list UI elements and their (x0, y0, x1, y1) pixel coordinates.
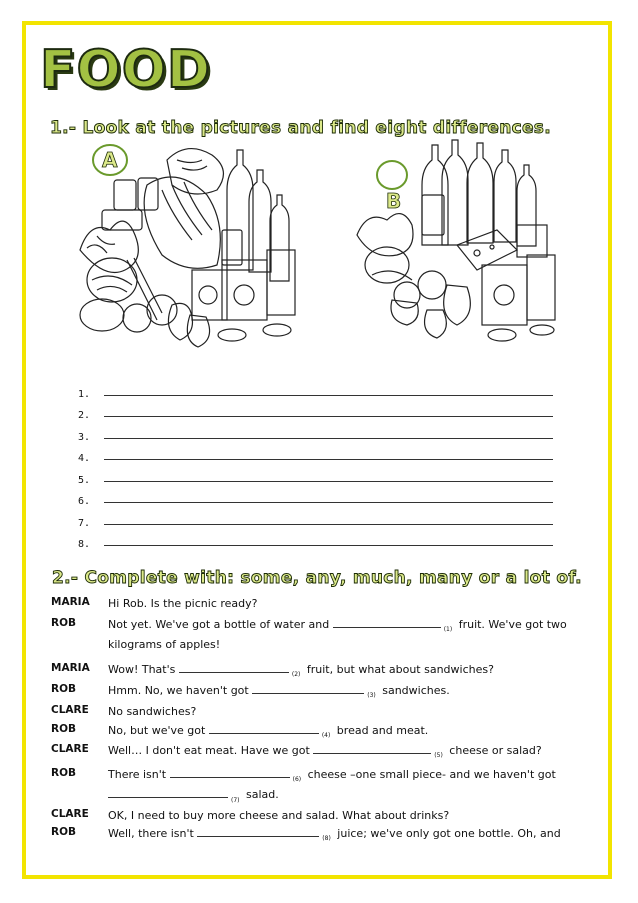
item-number: 2. (78, 410, 91, 421)
item-number: 4. (78, 453, 91, 464)
item-number: 3. (78, 431, 91, 443)
answer-row[interactable] (78, 443, 553, 465)
blank-number: (7) (231, 796, 240, 804)
blank-number: (4) (321, 732, 331, 740)
text-segment: sandwiches. (378, 684, 450, 697)
dialogue-line (51, 683, 591, 704)
dialogue-text (108, 743, 591, 763)
text-segment: bread and meat. (333, 724, 429, 737)
speaker-name: ROB (51, 617, 77, 629)
answer-row[interactable] (78, 464, 553, 486)
picture-b (352, 135, 567, 355)
dialogue-text (108, 723, 591, 743)
dialogue-text (108, 617, 591, 652)
answer-blank[interactable] (313, 743, 431, 754)
text-segment: salad. (242, 788, 279, 802)
dialogue-line (51, 723, 591, 743)
picture-a-label: A (102, 148, 118, 172)
dialogue-line (51, 662, 591, 683)
exercise-1-heading: 1.- Look at the pictures and find eight differences. (50, 118, 551, 138)
answer-line[interactable] (104, 480, 553, 482)
text-segment: juice; we've only got one bottle. Oh, and (333, 826, 561, 840)
dialogue-line (51, 743, 591, 767)
dialogue-text (108, 767, 591, 807)
answer-line[interactable] (104, 458, 553, 460)
answer-line[interactable] (104, 523, 553, 525)
speaker-name: ROB (51, 723, 77, 735)
dialogue-text (108, 683, 591, 703)
blank-number: (6) (292, 776, 302, 784)
text-segment: There isn't (108, 768, 170, 782)
dialogue-text (108, 808, 591, 823)
dialogue-text (108, 826, 591, 846)
dialogue-text (108, 596, 591, 611)
speaker-name: CLARE (51, 807, 89, 820)
differences-list (78, 378, 553, 550)
speaker-name: ROB (51, 683, 77, 695)
speaker-name: CLARE (51, 743, 89, 756)
text-segment: Wow! That's (108, 663, 179, 676)
dialogue-text (108, 662, 591, 682)
text-segment: fruit, but what about sandwiches? (303, 663, 494, 676)
answer-row[interactable] (78, 378, 553, 400)
dialogue-line (51, 826, 591, 850)
dialogue (51, 596, 591, 850)
text-segment: Well, there isn't (108, 826, 198, 840)
text-segment: Well… I don't eat meat. Have we got (108, 744, 314, 758)
item-number: 5. (78, 474, 91, 486)
text-segment: cheese or salad? (445, 744, 542, 758)
answer-blank[interactable] (209, 723, 319, 734)
text-segment: OK, I need to buy more cheese and salad. What about drinks? (108, 808, 450, 822)
speaker-name: ROB (51, 825, 77, 838)
answer-line[interactable] (104, 394, 553, 396)
blank-number: (1) (443, 626, 453, 634)
text-segment: Not yet. We've got a bottle of water and (108, 618, 333, 631)
dialogue-line (51, 596, 591, 617)
exercise-2-heading: 2.- Complete with: some, any, much, many or a lot of. (52, 568, 582, 588)
answer-line[interactable] (104, 415, 553, 417)
text-segment: No sandwiches? (108, 705, 197, 718)
answer-row[interactable] (78, 507, 553, 529)
blank-number: (3) (367, 692, 376, 700)
answer-row[interactable] (78, 486, 553, 508)
answer-blank[interactable] (252, 683, 364, 694)
answer-row[interactable] (78, 421, 553, 443)
answer-row[interactable] (78, 529, 553, 551)
text-segment: Hi Rob. Is the picnic ready? (108, 597, 258, 610)
answer-blank[interactable] (197, 826, 319, 837)
answer-line[interactable] (104, 437, 553, 439)
answer-blank[interactable] (108, 787, 228, 798)
blank-number: (5) (434, 752, 443, 760)
blank-number: (8) (322, 834, 331, 842)
item-number: 6. (78, 496, 91, 507)
answer-line[interactable] (104, 544, 553, 546)
speaker-name: ROB (51, 767, 77, 780)
speaker-name: MARIA (51, 662, 90, 674)
answer-blank[interactable] (333, 617, 441, 628)
item-number: 1. (78, 388, 91, 400)
item-number: 8. (78, 539, 91, 550)
text-segment: cheese –one small piece- and we haven't got (304, 768, 556, 782)
answer-row[interactable] (78, 400, 553, 422)
text-segment: No, but we've got (108, 724, 209, 737)
dialogue-line (51, 617, 591, 662)
answer-blank[interactable] (170, 767, 290, 778)
dialogue-line (51, 767, 591, 807)
speaker-name: MARIA (51, 596, 90, 608)
dialogue-text (108, 704, 591, 719)
item-number: 7. (78, 517, 91, 529)
dialogue-line (51, 808, 591, 826)
answer-blank[interactable] (179, 662, 289, 673)
text-segment: fruit. We've got two kilograms of apples! (108, 618, 567, 652)
answer-line[interactable] (104, 501, 553, 503)
picture-a (72, 140, 304, 355)
text-segment: Hmm. No, we haven't got (108, 684, 253, 697)
speaker-name: CLARE (51, 704, 89, 716)
dialogue-line (51, 704, 591, 723)
picture-b-label: B (386, 189, 402, 213)
page-title: FOOD (40, 40, 212, 100)
blank-number: (2) (291, 671, 301, 679)
